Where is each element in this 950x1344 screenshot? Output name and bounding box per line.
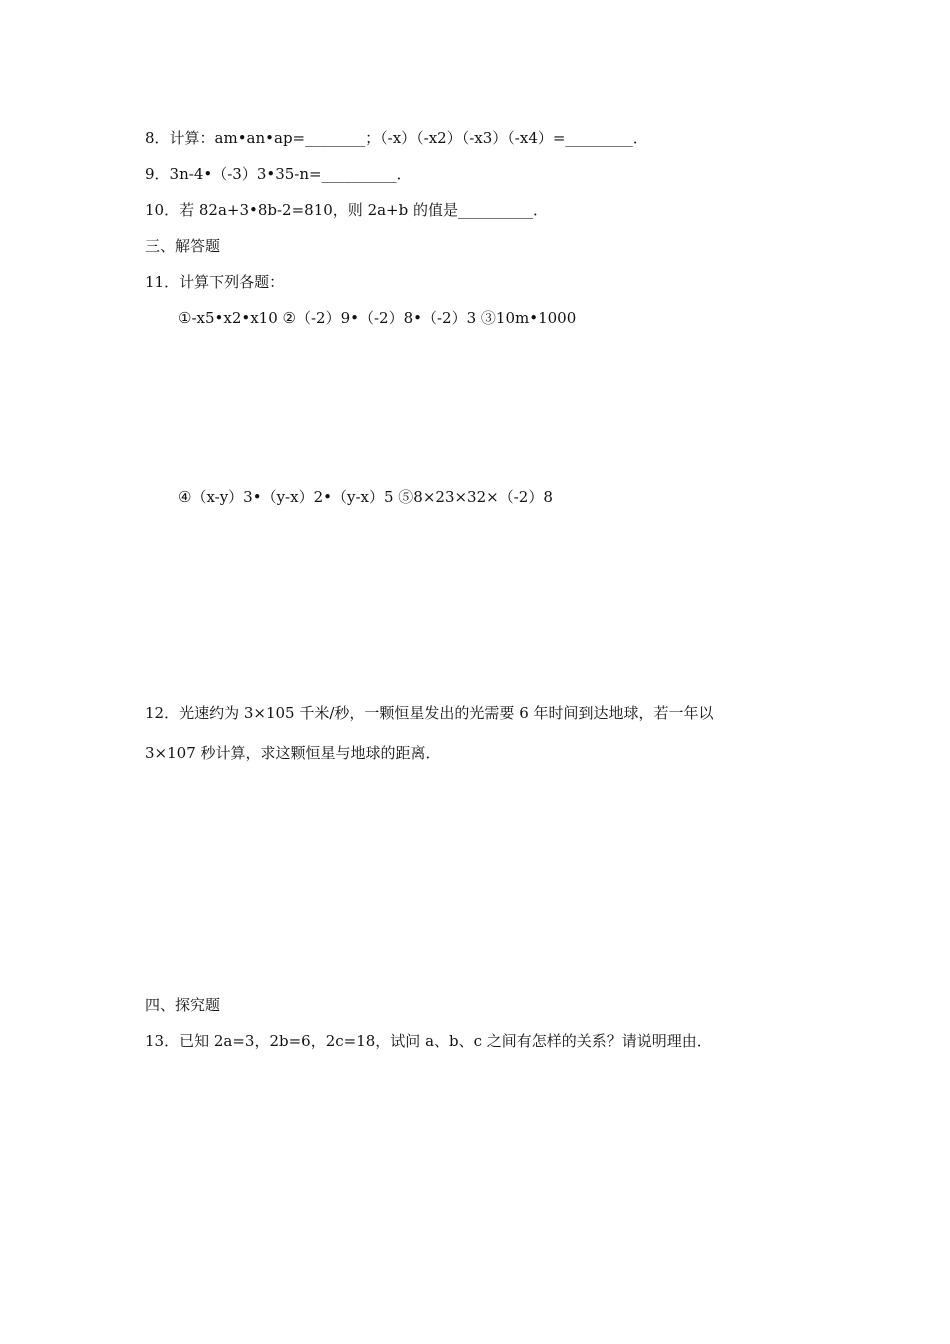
question-11-items-1: ①-x5•x2•x10 ②（-2）9•（-2）8•（-2）3 ③10m•1000	[178, 309, 577, 327]
question-9: 9．3n-4•（-3）3•35-n=__________．	[145, 165, 412, 183]
question-13: 13．已知 2a=3，2b=6，2c=18，试问 a、b、c 之间有怎样的关系？请说明理由．	[145, 1032, 712, 1050]
question-8: 8．计算：am•an•ap=________；（-x）（-x2）（-x3）（-x4）=_________．	[145, 129, 648, 147]
question-12-line-1: 12．光速约为 3×105 千米/秒，一颗恒星发出的光需要 6 年时间到达地球，若一年以	[145, 704, 714, 722]
question-11: 11．计算下列各题：	[145, 273, 285, 291]
question-11-items-2: ④（x-y）3•（y-x）2•（y-x）5 ⑤8×23×32×（-2）8	[178, 488, 553, 506]
question-12-line-2: 3×107 秒计算，求这颗恒星与地球的距离．	[145, 744, 441, 762]
question-10: 10．若 82a+3•8b-2=810，则 2a+b 的值是__________．	[145, 201, 548, 219]
section-heading-answers: 三、解答题	[145, 237, 221, 255]
section-heading-inquiry: 四、探究题	[145, 996, 221, 1014]
